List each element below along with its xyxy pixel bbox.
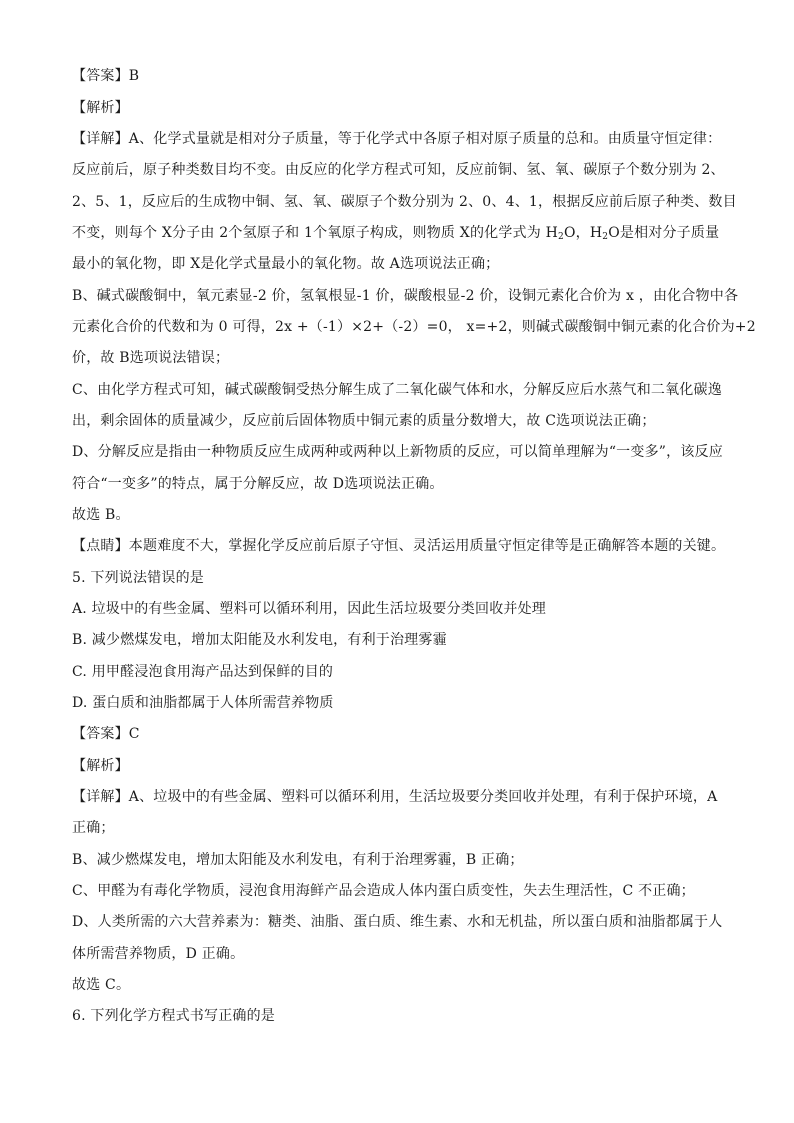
q4-detail-line: 价，故 B选项说法错误； [72, 350, 230, 366]
q5-detail-line: D、人类所需的六大营养素为：糖类、油脂、蛋白质、维生素、水和无机盐，所以蛋白质和油脂都属于人 [72, 914, 723, 930]
q4-detail-line: 元素化合价的代数和为 0 可得，2x +（-1）×2+（-2）=0， x=+2，则碱式碳酸铜中铜元素的化合价为+2 [72, 319, 756, 335]
q4-analysis-label: 【解析】 [72, 100, 129, 116]
subscript: 2 [558, 232, 564, 242]
q5-conclusion: 故选 C。 [72, 977, 131, 993]
q4-remark: 【点睛】本题难度不大，掌握化学反应前后原子守恒、灵活运用质量守恒定律等是正确解答本题的关键。 [72, 538, 726, 554]
q4-answer: 【答案】B [72, 68, 140, 84]
q5-option-b: B. 减少燃煤发电，增加太阳能及水利发电，有利于治理雾霾 [72, 632, 447, 648]
q5-detail-line: C、甲醛为有毒化学物质，浸泡食用海鲜产品会造成人体内蛋白质变性，失去生理活性，C 不正确； [72, 883, 695, 899]
q4-text: O，H [563, 225, 603, 241]
q4-detail-line: 【详解】A、化学式量就是相对分子质量，等于化学式中各原子相对原子质量的总和。由质量守恒定律： [72, 131, 722, 147]
q6-stem: 6. 下列化学方程式书写正确的是 [72, 1008, 276, 1024]
q4-conclusion: 故选 B。 [72, 507, 130, 523]
q4-detail-line: D、分解反应是指由一种物质反应生成两种或两种以上新物质的反应，可以简单理解为“一变多”，该反应 [72, 444, 723, 460]
q5-detail-line: 体所需营养物质，D 正确。 [72, 946, 245, 962]
subscript: 2 [602, 232, 609, 242]
q4-detail-line-formula [72, 223, 732, 243]
q5-detail-line: 【详解】A、垃圾中的有些金属、塑料可以循环利用，生活垃圾要分类回收并处理，有利于保护环境，A [72, 789, 718, 805]
q5-detail-line: 正确； [72, 820, 115, 836]
q5-option-a: A. 垃圾中的有些金属、塑料可以循环利用，因此生活垃圾要分类回收并处理 [72, 601, 547, 617]
q4-detail-line: B、碱式碳酸铜中，氧元素显-2 价，氢氧根显-1 价，碳酸根显-2 价，设铜元素化合价为 x ，由化合物中各 [72, 288, 739, 304]
q5-analysis-label: 【解析】 [72, 758, 129, 774]
q5-detail-line: B、减少燃煤发电，增加太阳能及水利发电，有利于治理雾霾，B 正确； [72, 852, 524, 868]
q5-stem: 5. 下列说法错误的是 [72, 570, 205, 586]
q4-detail-line: 2、5、1，反应后的生成物中铜、氢、氧、碳原子个数分别为 2、0、4、1，根据反应前后原子种类、数目 [72, 194, 737, 210]
q4-detail-line: 最小的氧化物，即 X是化学式量最小的氧化物。故 A选项说法正确； [72, 256, 500, 272]
q4-text: O是相对分子质量 [608, 225, 720, 241]
q4-detail-line: 出，剩余固体的质量减少，反应前后固体物质中铜元素的质量分数增大，故 C选项说法正确； [72, 413, 656, 429]
q5-answer: 【答案】C [72, 726, 140, 742]
q5-option-c: C. 用甲醛浸泡食用海产品达到保鲜的目的 [72, 664, 334, 680]
q5-option-d: D. 蛋白质和油脂都属于人体所需营养物质 [72, 695, 334, 711]
q4-detail-line: C、由化学方程式可知，碱式碳酸铜受热分解生成了二氧化碳气体和水，分解反应后水蒸气和二氧化碳逸 [72, 382, 722, 398]
q4-detail-line: 符合“一变多”的特点，属于分解反应，故 D选项说法正确。 [72, 476, 444, 492]
q4-text: 不变，则每个 X分子由 2个氢原子和 1个氧原子构成，则物质 X的化学式为 H [72, 225, 559, 241]
q4-detail-line: 反应前后，原子种类数目均不变。由反应的化学方程式可知，反应前铜、氢、氧、碳原子个数分别为 2、 [72, 162, 725, 178]
